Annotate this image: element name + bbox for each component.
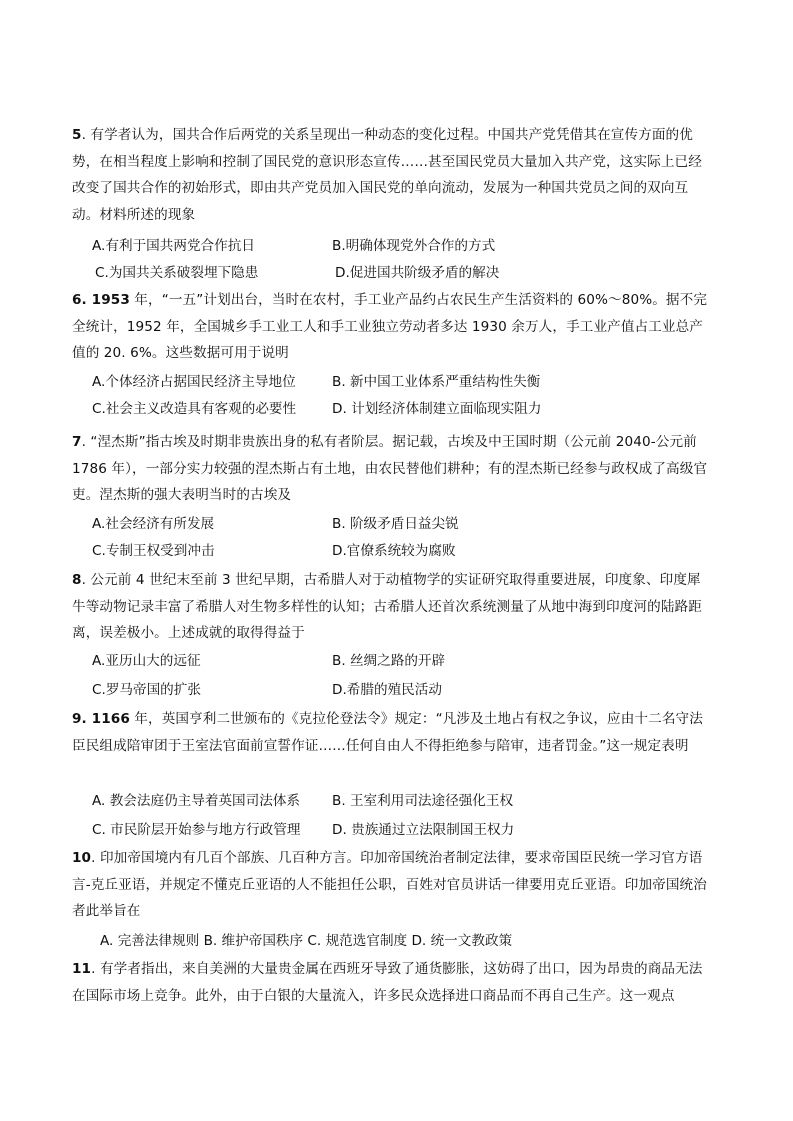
q9-option-c: C. 市民阶层开始参与地方行政管理: [92, 822, 301, 838]
question-number: 7: [72, 434, 82, 450]
q8-option-a: A.亚历山大的远征: [92, 653, 201, 669]
question-text: . 公元前 4 世纪末至前 3 世纪早期，古希腊人对于动植物学的实证研究取得重要进展，印度象、印度犀牛等动物记录丰富了希腊人对生物多样性的认知；古希腊人还首次系统测量了从地中海到印度河的陆路距离，误差极小。上述成就的取得得益于: [72, 572, 702, 641]
question-text: 年，“一五”计划出台，当时在农村，手工业产品约占农民生产生活资料的 60%～80%。据不完全统计，1952 年，全国城乡手工业工人和手工业独立劳动者多达 1930 余万人，手工业产值占工业总产值的 20. 6%。这些数据可用于说明: [72, 292, 708, 361]
question-7-stem: [72, 429, 714, 509]
question-number: 5: [72, 127, 82, 143]
question-number: 11: [72, 961, 92, 977]
q8-option-d: D.希腊的殖民活动: [332, 682, 442, 698]
question-9-stem: [72, 706, 714, 759]
question-number: 10: [72, 850, 92, 866]
q5-option-c: C.为国共关系破裂埋下隐患: [95, 265, 259, 281]
q6-option-c: C.社会主义改造具有客观的必要性: [92, 401, 297, 417]
q7-option-a: A.社会经济有所发展: [92, 516, 215, 532]
question-11-stem: [72, 956, 714, 1009]
question-number: 8: [72, 572, 82, 588]
q5-option-b: B.明确体现党外合作的方式: [332, 238, 496, 254]
q6-option-d: D. 计划经济体制建立面临现实阻力: [332, 401, 542, 417]
q5-option-a: A.有利于国共两党合作抗日: [92, 238, 255, 254]
q5-option-d: D.促进国共阶级矛盾的解决: [335, 265, 500, 281]
question-8-stem: [72, 567, 714, 647]
question-10-stem: [72, 845, 714, 925]
question-text: . 有学者指出，来自美洲的大量贵金属在西班牙导致了通货膨胀，这妨碍了出口，因为昂贵的商品无法在国际市场上竞争。此外，由于白银的大量流入，许多民众选择进口商品而不再自己生产。这一观点: [72, 961, 703, 1004]
q7-option-b: B. 阶级矛盾日益尖锐: [332, 516, 459, 532]
q7-option-d: D.官僚系统较为腐败: [332, 543, 456, 559]
question-text: . 有学者认为，国共合作后两党的关系呈现出一种动态的变化过程。中国共产党凭借其在宣传方面的优势，在相当程度上影响和控制了国民党的意识形态宣传……甚至国民党员大量加入共产党，这实际上已经改变了国共合作的初始形式，即由共产党员加入国民党的单向流动，发展为一种国共党员之间的双向互动。材料所述的现象: [72, 127, 702, 223]
q8-option-c: C.罗马帝国的扩张: [92, 682, 201, 698]
q10-options: A. 完善法律规则 B. 维护帝国秩序 C. 规范选官制度 D. 统一文教政策: [100, 933, 513, 949]
question-text: . “涅杰斯”指古埃及时期非贵族出身的私有者阶层。据记载，古埃及中王国时期（公元前 2040-公元前 1786 年），一部分实力较强的涅杰斯占有土地，由农民替他们耕种；有的涅杰斯已经参与政权成了高级官吏。涅杰斯的强大表明当时的古埃及: [72, 434, 708, 503]
q9-option-a: A. 教会法庭仍主导着英国司法体系: [92, 793, 301, 809]
question-6-stem: [72, 287, 714, 367]
q6-option-a: A.个体经济占据国民经济主导地位: [92, 374, 296, 390]
question-number: 9. 1166: [72, 711, 130, 727]
question-5-stem: [72, 122, 714, 228]
q7-option-c: C.专制王权受到冲击: [92, 543, 215, 559]
question-text: 年，英国亨利二世颁布的《克拉伦登法令》规定：“凡涉及土地占有权之争议，应由十二名守法臣民组成陪审团于王室法官面前宣誓作证……任何自由人不得拒绝参与陪审，违者罚金。”这一规定表明: [72, 711, 703, 754]
q6-option-b: B. 新中国工业体系严重结构性失衡: [332, 374, 541, 390]
q9-option-b: B. 王室利用司法途径强化王权: [332, 793, 514, 809]
q9-option-d: D. 贵族通过立法限制国王权力: [332, 822, 515, 838]
question-number: 6. 1953: [72, 292, 130, 308]
question-text: . 印加帝国境内有几百个部族、几百种方言。印加帝国统治者制定法律，要求帝国臣民统一学习官方语言-克丘亚语，并规定不懂克丘亚语的人不能担任公职，百姓对官员讲话一律要用克丘亚语。印加帝国统治者此举旨在: [72, 850, 707, 919]
q8-option-b: B. 丝绸之路的开辟: [332, 653, 446, 669]
